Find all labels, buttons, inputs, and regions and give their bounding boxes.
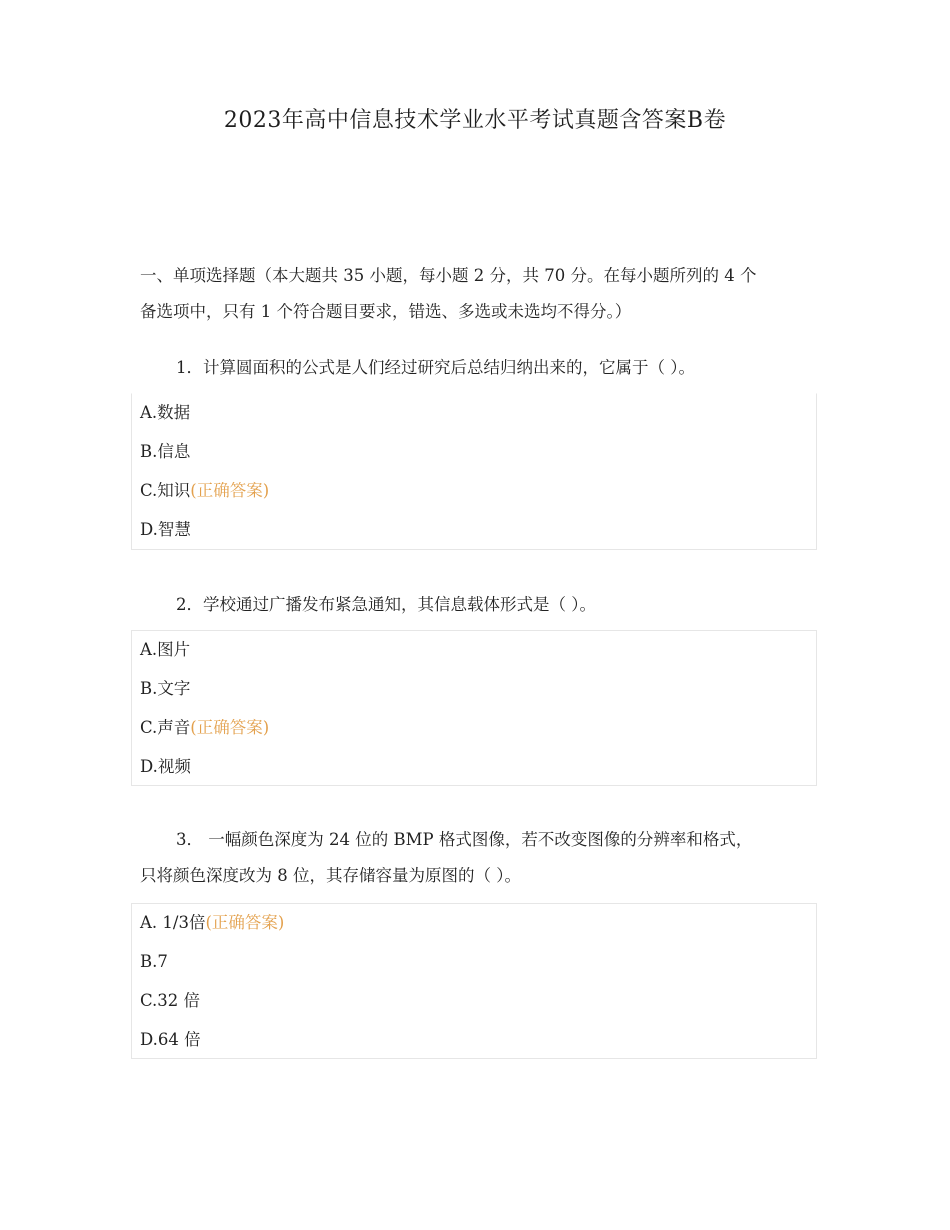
option-c[interactable] [140, 990, 200, 1012]
option-b[interactable] [140, 678, 190, 700]
option-label: C.声音 [140, 718, 191, 737]
question-3-text-line-2: 只将颜色深度改为 8 位，其存储容量为原图的（ ）。 [140, 866, 521, 885]
option-d[interactable] [140, 756, 191, 778]
section-intro-line-2: 备选项中，只有 1 个符合题目要求，错选、多选或未选均不得分。） [140, 302, 632, 321]
option-d[interactable] [140, 519, 191, 541]
option-label: A.数据 [140, 403, 191, 422]
document-title: 2023年高中信息技术学业水平考试真题含答案B卷 [223, 108, 727, 133]
correct-answer-mark: (正确答案) [190, 481, 270, 500]
option-label: D.智慧 [140, 520, 191, 539]
option-label: D.视频 [140, 757, 191, 776]
option-c[interactable] [140, 717, 269, 739]
option-label: A.图片 [140, 640, 191, 659]
option-c[interactable] [140, 480, 269, 502]
option-b[interactable] [140, 951, 168, 973]
section-intro-line-1: 一、单项选择题（本大题共 35 小题，每小题 2 分，共 70 分。在每小题所列的 4 个 [140, 266, 757, 285]
question-2-options [131, 630, 817, 786]
question-2 [140, 587, 820, 623]
option-label: B.7 [140, 952, 168, 971]
question-3 [140, 822, 820, 894]
question-1 [140, 350, 820, 386]
question-1-options [131, 393, 817, 550]
option-a[interactable] [140, 402, 190, 424]
option-a[interactable] [140, 912, 284, 934]
option-label: B.信息 [140, 442, 191, 461]
option-d[interactable] [140, 1029, 201, 1051]
option-label: C.知识 [140, 481, 191, 500]
section-intro [140, 258, 820, 330]
question-3-options [131, 903, 817, 1059]
correct-answer-mark: (正确答案) [205, 913, 285, 932]
option-label: C.32 倍 [140, 991, 201, 1010]
option-b[interactable] [140, 441, 190, 463]
option-label: D.64 倍 [140, 1030, 201, 1049]
correct-answer-mark: (正确答案) [190, 718, 270, 737]
question-1-text: 1．计算圆面积的公式是人们经过研究后总结归纳出来的，它属于（ ）。 [176, 358, 695, 377]
question-3-text-line-1: 3． 一幅颜色深度为 24 位的 BMP 格式图像，若不改变图像的分辨率和格式， [176, 830, 753, 849]
option-label: A. 1/3倍 [140, 913, 206, 932]
option-a[interactable] [140, 639, 190, 661]
option-label: B.文字 [140, 679, 191, 698]
question-2-text: 2．学校通过广播发布紧急通知，其信息载体形式是（ ）。 [176, 595, 596, 614]
